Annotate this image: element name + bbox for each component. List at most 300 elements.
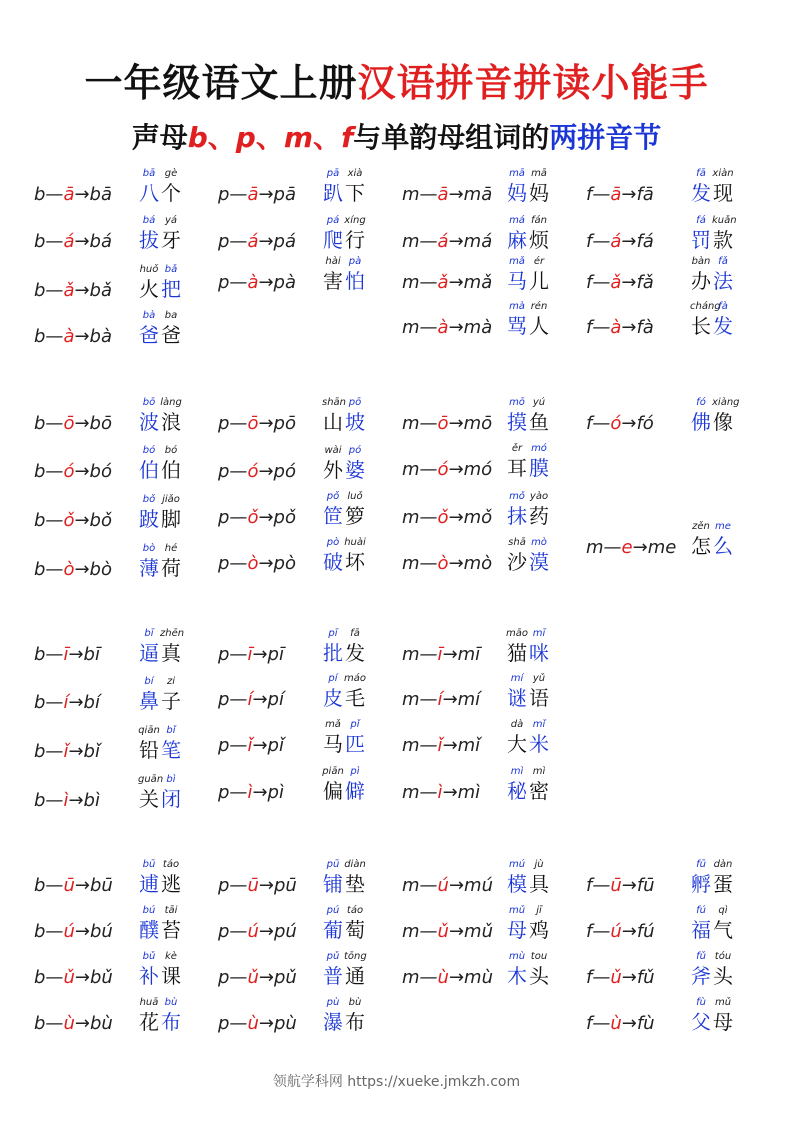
result-syllable: →bǒ <box>74 510 112 531</box>
initial-consonant: m— <box>402 184 438 205</box>
spelling-formula <box>218 875 297 896</box>
final-vowel: ò <box>437 553 449 574</box>
hanzi: 头 <box>529 964 549 988</box>
spelling-formula <box>218 461 296 482</box>
subtitle-p: p <box>235 121 256 154</box>
example-word <box>690 521 734 559</box>
pinyin-annotation: mó <box>531 443 547 454</box>
pinyin-annotation: mā <box>509 168 525 179</box>
result-syllable: →bá <box>74 231 113 252</box>
spelling-formula <box>402 272 492 293</box>
word-character <box>528 951 550 989</box>
spelling-formula <box>586 875 655 896</box>
pinyin-annotation: mā <box>531 168 547 179</box>
hanzi: 鸡 <box>529 918 549 942</box>
result-syllable: →bà <box>74 326 113 347</box>
word-character <box>344 256 366 294</box>
word-character <box>712 521 734 559</box>
word-character <box>322 673 344 711</box>
word-character <box>506 766 528 804</box>
example-word <box>690 859 734 897</box>
result-syllable: →pá <box>258 231 297 252</box>
word-character <box>344 951 366 989</box>
initial-consonant: p— <box>218 967 248 988</box>
pinyin-annotation: bǔ <box>142 951 156 962</box>
spelling-formula <box>402 967 493 988</box>
example-word <box>138 264 182 302</box>
word-character <box>506 905 528 943</box>
word-character <box>160 543 182 581</box>
pinyin-annotation: bà <box>142 310 156 321</box>
final-vowel: à <box>247 272 259 293</box>
initial-consonant: b— <box>34 413 64 434</box>
hanzi: 人 <box>529 314 549 338</box>
pinyin-annotation: bó <box>142 445 156 456</box>
hanzi: 布 <box>345 1010 365 1034</box>
word-character <box>506 673 528 711</box>
hanzi: 逃 <box>161 872 181 896</box>
hanzi: 笸 <box>323 504 343 528</box>
pinyin-annotation: bú <box>142 905 156 916</box>
example-word <box>506 215 550 253</box>
hanzi: 漠 <box>529 550 549 574</box>
hanzi: 头 <box>713 964 733 988</box>
initial-consonant: m— <box>402 782 438 803</box>
spelling-formula <box>34 741 100 762</box>
final-vowel: ú <box>437 875 449 896</box>
spelling-formula <box>402 782 480 803</box>
initial-consonant: b— <box>34 741 64 762</box>
initial-consonant: b— <box>34 559 64 580</box>
hanzi: 普 <box>323 964 343 988</box>
spelling-formula <box>218 689 284 710</box>
example-word <box>690 168 734 206</box>
hanzi: 皮 <box>323 686 343 710</box>
final-vowel: e <box>621 537 633 558</box>
hanzi: 逋 <box>139 872 159 896</box>
hanzi: 具 <box>529 872 549 896</box>
result-syllable: →bò <box>74 559 112 580</box>
final-vowel: à <box>63 326 75 347</box>
hanzi: 妈 <box>507 181 527 205</box>
word-character <box>160 310 182 348</box>
hanzi: 麻 <box>507 228 527 252</box>
hanzi: 铺 <box>323 872 343 896</box>
word-character <box>322 397 347 435</box>
word-character <box>528 215 550 253</box>
pinyin-annotation: bù <box>164 997 178 1008</box>
word-character <box>690 859 712 897</box>
pinyin-annotation: qì <box>718 905 728 916</box>
hanzi: 孵 <box>691 872 711 896</box>
final-vowel: ǒ <box>63 510 75 531</box>
pinyin-annotation: xiàn <box>712 168 734 179</box>
pinyin-annotation: me <box>715 521 731 532</box>
word-character <box>160 215 182 253</box>
spelling-formula <box>34 510 112 531</box>
word-character <box>160 494 182 532</box>
pinyin-annotation: ba <box>164 310 178 321</box>
example-word <box>322 997 366 1035</box>
final-vowel: í <box>437 689 443 710</box>
spelling-formula <box>586 1013 655 1034</box>
initial-consonant: m— <box>402 967 438 988</box>
pinyin-annotation: mǔ <box>714 997 732 1008</box>
pinyin-annotation: mǎ <box>509 256 525 267</box>
subtitle-mid: 与单韵母组词的 <box>353 121 550 154</box>
pinyin-annotation: hé <box>164 543 178 554</box>
spelling-formula <box>586 272 654 293</box>
hanzi: 斧 <box>691 964 711 988</box>
example-word <box>138 905 182 943</box>
pinyin-annotation: pǔ <box>326 951 340 962</box>
hanzi: 爸 <box>161 323 181 347</box>
example-word <box>138 310 182 348</box>
pinyin-annotation: xíng <box>344 215 366 226</box>
pinyin-annotation: táo <box>162 859 180 870</box>
initial-consonant: m— <box>402 921 438 942</box>
pinyin-annotation: fǎ <box>718 256 728 267</box>
pinyin-annotation: pí <box>328 673 338 684</box>
spelling-formula <box>402 507 492 528</box>
word-character <box>712 168 734 206</box>
initial-consonant: m— <box>402 459 438 480</box>
hanzi: 花 <box>139 1010 159 1034</box>
example-word <box>506 301 550 339</box>
example-word <box>138 543 182 581</box>
initial-consonant: m— <box>402 689 438 710</box>
initial-consonant: p— <box>218 231 248 252</box>
hanzi: 匹 <box>345 732 365 756</box>
pinyin-annotation: pū <box>326 859 340 870</box>
result-syllable: →bǐ <box>68 741 100 762</box>
subtitle-m: m <box>283 121 314 154</box>
pinyin-annotation: bǐ <box>166 725 176 736</box>
final-vowel: ǔ <box>437 921 449 942</box>
final-vowel: ì <box>63 790 69 811</box>
pinyin-annotation: bū <box>142 859 156 870</box>
example-word <box>322 445 366 483</box>
final-vowel: á <box>610 231 622 252</box>
result-syllable: →bǔ <box>74 967 113 988</box>
initial-consonant: m— <box>402 875 438 896</box>
word-character <box>506 859 528 897</box>
hanzi: 鱼 <box>529 410 549 434</box>
word-character <box>160 859 182 897</box>
word-character <box>138 445 160 483</box>
example-word <box>322 673 366 711</box>
word-character <box>506 537 528 575</box>
pinyin-annotation: tou <box>530 951 548 962</box>
spelling-formula <box>34 921 113 942</box>
pinyin-annotation: mō <box>509 397 525 408</box>
hanzi: 补 <box>139 964 159 988</box>
example-word <box>506 766 550 804</box>
word-character <box>160 445 182 483</box>
subtitle-sep3: 、 <box>313 121 342 154</box>
final-vowel: ā <box>63 184 75 205</box>
result-syllable: →bǎ <box>74 280 113 301</box>
initial-consonant: p— <box>218 413 248 434</box>
final-vowel: ō <box>247 413 259 434</box>
final-vowel: ǔ <box>610 967 622 988</box>
word-character <box>322 951 344 989</box>
word-character <box>506 719 528 757</box>
word-character <box>138 951 160 989</box>
pinyin-annotation: fǔ <box>696 951 706 962</box>
hanzi: 荷 <box>161 556 181 580</box>
pinyin-annotation: dà <box>510 719 524 730</box>
result-syllable: →fá <box>621 231 654 252</box>
pinyin-annotation: yǔ <box>532 673 546 684</box>
pinyin-annotation: mà <box>509 301 525 312</box>
hanzi: 脚 <box>161 507 181 531</box>
word-character <box>528 859 550 897</box>
initial-consonant: p— <box>218 1013 248 1034</box>
hanzi: 把 <box>161 277 181 301</box>
initial-consonant: m— <box>586 537 622 558</box>
initial-consonant: b— <box>34 280 64 301</box>
example-word <box>690 951 734 989</box>
example-word <box>138 397 182 435</box>
result-syllable: →mō <box>448 413 493 434</box>
word-character <box>322 168 344 206</box>
example-word <box>506 951 550 989</box>
result-syllable: →bó <box>74 461 112 482</box>
pinyin-annotation: má <box>509 215 525 226</box>
example-word <box>690 256 734 294</box>
initial-consonant: f— <box>586 317 611 338</box>
hanzi: 么 <box>713 534 733 558</box>
initial-consonant: m— <box>402 413 438 434</box>
pinyin-annotation: fú <box>696 905 706 916</box>
spelling-formula <box>402 875 493 896</box>
final-vowel: ǒ <box>437 507 449 528</box>
pinyin-annotation: mù <box>508 951 526 962</box>
word-character <box>690 397 712 435</box>
pinyin-annotation: táo <box>346 905 364 916</box>
subtitle-sep2: 、 <box>255 121 284 154</box>
word-character <box>528 537 550 575</box>
initial-consonant: f— <box>586 231 611 252</box>
final-vowel: ò <box>63 559 75 580</box>
pinyin-annotation: pà <box>348 256 362 267</box>
pinyin-annotation: shān <box>322 397 347 408</box>
result-syllable: →fú <box>621 921 655 942</box>
result-syllable: →mǒ <box>448 507 493 528</box>
word-character <box>138 310 160 348</box>
final-vowel: ǔ <box>63 967 75 988</box>
pinyin-annotation: bó <box>164 445 178 456</box>
initial-consonant: f— <box>586 1013 611 1034</box>
final-vowel: á <box>247 231 259 252</box>
word-character <box>160 997 182 1035</box>
page-subtitle <box>0 116 793 156</box>
hanzi: 爸 <box>139 323 159 347</box>
pinyin-annotation: pō <box>348 397 362 408</box>
pinyin-annotation: bò <box>142 543 156 554</box>
example-word <box>322 537 366 575</box>
initial-consonant: m— <box>402 735 438 756</box>
word-character <box>322 215 344 253</box>
word-character <box>138 628 160 666</box>
result-syllable: →fǎ <box>621 272 654 293</box>
hanzi: 谜 <box>507 686 527 710</box>
pinyin-annotation: huā <box>139 997 159 1008</box>
initial-consonant: f— <box>586 967 611 988</box>
final-vowel: ū <box>63 875 75 896</box>
word-character <box>138 264 160 302</box>
result-syllable: →pù <box>258 1013 297 1034</box>
hanzi: 马 <box>323 732 343 756</box>
result-syllable: →bì <box>68 790 100 811</box>
pinyin-annotation: mǎ <box>325 719 341 730</box>
final-vowel: à <box>437 317 449 338</box>
initial-consonant: b— <box>34 231 64 252</box>
pinyin-annotation: qiān <box>138 725 160 736</box>
example-word <box>506 628 550 666</box>
hanzi: 蛋 <box>713 872 733 896</box>
word-character <box>528 766 550 804</box>
result-syllable: →me <box>632 537 677 558</box>
result-syllable: →pì <box>252 782 284 803</box>
pinyin-annotation: bàn <box>691 256 711 267</box>
hanzi: 醭 <box>139 918 159 942</box>
word-character <box>528 168 550 206</box>
pinyin-annotation: diàn <box>344 859 366 870</box>
pinyin-annotation: mǔ <box>508 905 526 916</box>
result-syllable: →pǒ <box>258 507 296 528</box>
final-vowel: ù <box>610 1013 622 1034</box>
result-syllable: →pà <box>258 272 297 293</box>
hanzi: 像 <box>713 410 733 434</box>
word-character <box>528 397 550 435</box>
hanzi: 害 <box>323 269 343 293</box>
final-vowel: ǐ <box>247 735 253 756</box>
initial-consonant: m— <box>402 507 438 528</box>
subtitle-blue: 两拼音节 <box>549 121 662 154</box>
pinyin-annotation: pú <box>326 905 340 916</box>
hanzi: 佛 <box>691 410 711 434</box>
initial-consonant: p— <box>218 553 248 574</box>
final-vowel: ū <box>610 875 622 896</box>
word-character <box>712 301 734 339</box>
initial-consonant: b— <box>34 326 64 347</box>
word-character <box>344 215 366 253</box>
pinyin-annotation: zěn <box>692 521 710 532</box>
hanzi: 真 <box>161 641 181 665</box>
word-character <box>712 256 734 294</box>
pinyin-annotation: bǎ <box>164 264 178 275</box>
hanzi: 毛 <box>345 686 365 710</box>
result-syllable: →pú <box>258 921 297 942</box>
hanzi: 牙 <box>161 228 181 252</box>
hanzi: 儿 <box>529 269 549 293</box>
hanzi: 药 <box>529 504 549 528</box>
spelling-formula <box>34 875 113 896</box>
result-syllable: →fù <box>621 1013 655 1034</box>
initial-consonant: f— <box>586 875 611 896</box>
hanzi: 父 <box>691 1010 711 1034</box>
hanzi: 瀑 <box>323 1010 343 1034</box>
pinyin-annotation: mí <box>510 673 524 684</box>
pinyin-annotation: fù <box>696 997 706 1008</box>
example-word <box>138 951 182 989</box>
final-vowel: ó <box>247 461 259 482</box>
spelling-formula <box>218 782 284 803</box>
example-word <box>138 725 182 763</box>
final-vowel: ī <box>437 644 443 665</box>
spelling-formula <box>34 326 112 347</box>
spelling-formula <box>34 413 112 434</box>
word-character <box>138 676 160 714</box>
word-character <box>690 951 712 989</box>
word-character <box>712 397 740 435</box>
hanzi: 破 <box>323 550 343 574</box>
result-syllable: →mǐ <box>442 735 481 756</box>
spelling-formula <box>402 689 480 710</box>
pinyin-annotation: mì <box>532 766 546 777</box>
word-character <box>138 997 160 1035</box>
initial-consonant: m— <box>402 272 438 293</box>
pinyin-annotation: yú <box>532 397 546 408</box>
hanzi: 大 <box>507 732 527 756</box>
spelling-formula <box>218 184 296 205</box>
pinyin-annotation: kuǎn <box>712 215 737 226</box>
hanzi: 膜 <box>529 456 549 480</box>
word-character <box>690 215 712 253</box>
spelling-formula <box>402 413 492 434</box>
final-vowel: ǎ <box>63 280 75 301</box>
hanzi: 闭 <box>161 787 181 811</box>
word-character <box>528 301 550 339</box>
hanzi: 外 <box>323 458 343 482</box>
pinyin-annotation: pá <box>326 215 340 226</box>
pinyin-annotation: fà <box>718 301 728 312</box>
spelling-formula <box>34 644 100 665</box>
word-character <box>506 256 528 294</box>
initial-consonant: p— <box>218 782 248 803</box>
initial-consonant: m— <box>402 317 438 338</box>
spelling-formula <box>218 644 284 665</box>
hanzi: 怎 <box>691 534 711 558</box>
hanzi: 咪 <box>529 641 549 665</box>
pinyin-annotation: gè <box>164 168 178 179</box>
initial-consonant: m— <box>402 644 438 665</box>
spelling-formula <box>218 231 296 252</box>
pinyin-annotation: mú <box>508 859 526 870</box>
word-character <box>160 397 182 435</box>
word-character <box>690 521 712 559</box>
word-character <box>528 443 550 481</box>
pinyin-annotation: bā <box>142 168 156 179</box>
pinyin-annotation: piān <box>322 766 344 777</box>
final-vowel: á <box>437 231 449 252</box>
initial-consonant: b— <box>34 875 64 896</box>
pinyin-annotation: jù <box>534 859 544 870</box>
final-vowel: à <box>610 317 622 338</box>
pinyin-annotation: fá <box>696 215 706 226</box>
word-character <box>344 997 366 1035</box>
word-character <box>160 264 182 302</box>
word-character <box>528 905 550 943</box>
example-word <box>322 256 366 294</box>
spelling-formula <box>586 967 655 988</box>
hanzi: 通 <box>345 964 365 988</box>
hanzi: 布 <box>161 1010 181 1034</box>
final-vowel: ú <box>610 921 622 942</box>
word-character <box>344 491 366 529</box>
